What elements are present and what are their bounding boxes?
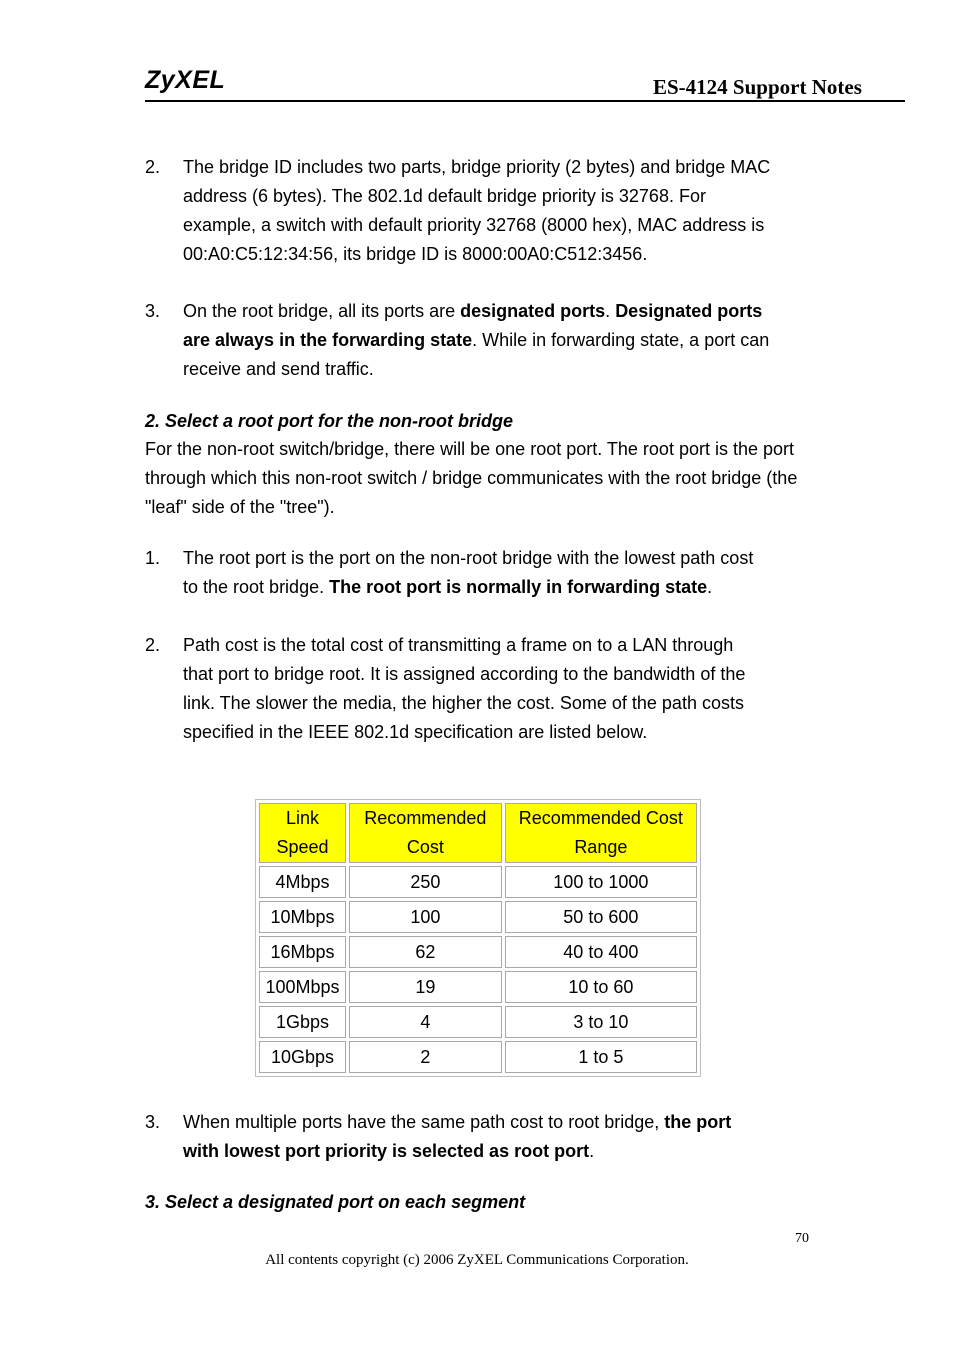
table-cell: 4	[349, 1006, 502, 1038]
table-cell: 10Gbps	[259, 1041, 346, 1073]
list-item-text: On the root bridge, all its ports are	[183, 301, 461, 321]
list-item	[183, 631, 753, 747]
section-heading: 2. Select a root port for the non-root bridge	[145, 411, 514, 431]
table-cell: 100 to 1000	[505, 866, 697, 898]
list-item-text: The bridge ID includes two parts, bridge priority (2 bytes) and bridge MAC address (6 bytes). The 802.1d default bridge priority is 32768. For example, a switch with default priority 32768 (8000 hex), MAC address is 00:A0:C5:12:34:56, its bridge ID is 8000:00A0:C512:3456.	[183, 157, 771, 264]
table-cell: 4Mbps	[259, 866, 346, 898]
table-cell: 1Gbps	[259, 1006, 346, 1038]
list-number: 1.	[145, 548, 161, 568]
page-number: 70	[795, 1231, 809, 1246]
table-header-cell: Link Speed	[259, 803, 346, 863]
list-item-text: .	[605, 301, 616, 321]
document-title: ES-4124 Support Notes	[653, 75, 862, 99]
list-item-text: Path cost is the total cost of transmitting a frame on to a LAN through that port to bridge root. It is assigned according to the bandwidth of the link. The slower the media, the higher the cost. Some of the path costs specified in the IEEE 802.1d specification are listed below.	[183, 635, 746, 742]
list-item-bold: The root port is normally in forwarding state	[329, 577, 708, 597]
list-number: 2.	[145, 157, 161, 177]
table-row	[259, 971, 697, 1003]
table-row	[259, 866, 697, 898]
list-item-bold: designated ports	[460, 301, 606, 321]
table-cell: 16Mbps	[259, 936, 346, 968]
table-header-cell: Recommended Cost	[349, 803, 502, 863]
list-number: 2.	[145, 635, 161, 655]
section-heading: 3. Select a designated port on each segment	[145, 1192, 526, 1212]
table-cell: 1 to 5	[505, 1041, 697, 1073]
list-item-text: . While in forwarding state, a port can receive and send traffic.	[183, 330, 770, 379]
table-cell: 250	[349, 866, 502, 898]
table-cell: 2	[349, 1041, 502, 1073]
table-cell: 10Mbps	[259, 901, 346, 933]
table-cell: 3 to 10	[505, 1006, 697, 1038]
header-rule	[145, 100, 905, 102]
path-cost-table	[255, 799, 701, 1077]
section-paragraph: For the non-root switch/bridge, there will be one root port. The root port is the port through which this non-root switch / bridge communicates with the root bridge (the "leaf" side of the "tree").	[145, 439, 798, 517]
table-header-cell: Recommended Cost Range	[505, 803, 697, 863]
table-cell: 62	[349, 936, 502, 968]
list-item-text: When multiple ports have the same path cost to root bridge,	[183, 1112, 665, 1132]
table-row	[259, 1041, 697, 1073]
table-row	[259, 936, 697, 968]
table-cell: 40 to 400	[505, 936, 697, 968]
list-item	[183, 153, 773, 269]
table-cell: 100	[349, 901, 502, 933]
list-item	[183, 1108, 758, 1166]
list-item-text: .	[589, 1141, 595, 1161]
list-item-bold: the port with lowest port priority is selected as root port	[183, 1112, 732, 1161]
table-cell: 50 to 600	[505, 901, 697, 933]
list-item-bold: Designated ports are always in the forwarding state	[183, 301, 763, 350]
table-row	[259, 901, 697, 933]
table-header-row	[259, 803, 697, 863]
list-item	[183, 544, 768, 602]
zyxel-logo: ZyXEL	[145, 66, 226, 94]
list-item-text: The root port is the port on the non-root bridge with the lowest path cost to the root bridge.	[183, 548, 754, 597]
list-number: 3.	[145, 301, 161, 321]
table-row	[259, 1006, 697, 1038]
list-item	[183, 297, 773, 384]
table-cell: 10 to 60	[505, 971, 697, 1003]
list-item-text: .	[707, 577, 713, 597]
list-number: 3.	[145, 1112, 161, 1132]
copyright-footer: All contents copyright (c) 2006 ZyXEL Communications Corporation.	[265, 1252, 689, 1268]
table-cell: 100Mbps	[259, 971, 346, 1003]
table-cell: 19	[349, 971, 502, 1003]
